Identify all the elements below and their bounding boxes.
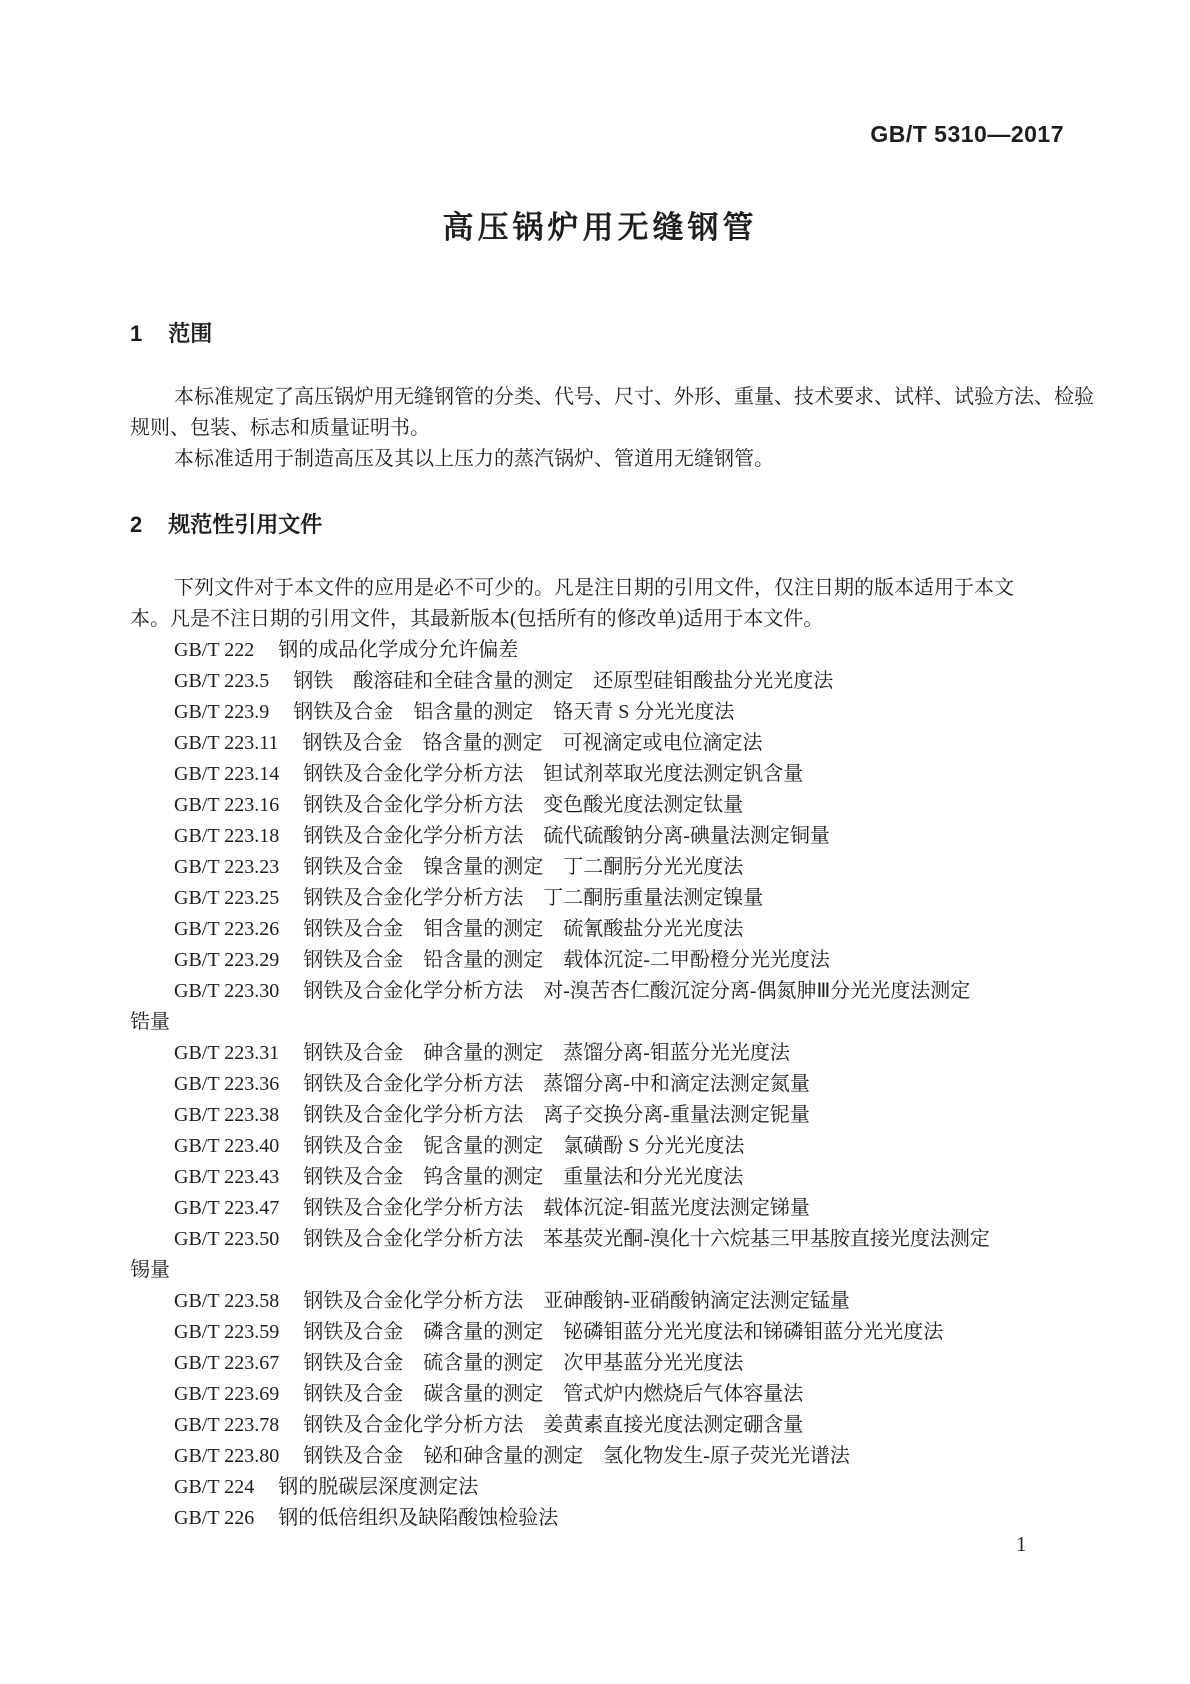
reference-item (130, 852, 1070, 883)
reference-title: 钢的低倍组织及缺陷酸蚀检验法 (278, 1507, 559, 1529)
reference-title: 钢铁及合金 硫含量的测定 次甲基蓝分光光度法 (303, 1352, 744, 1374)
reference-title: 钢铁及合金 铬含量的测定 可视滴定或电位滴定法 (302, 732, 763, 754)
reference-title: 钢铁及合金 铅含量的测定 载体沉淀-二甲酚橙分光光度法 (303, 949, 830, 971)
reference-item (130, 1503, 1070, 1534)
reference-title: 钢的脱碳层深度测定法 (278, 1476, 479, 1498)
reference-title: 钢的成品化学成分允许偏差 (278, 639, 519, 661)
section-2-number: 2 (130, 512, 143, 537)
reference-item (130, 635, 1070, 666)
reference-code: GB/T 223.29 (174, 949, 280, 971)
reference-item (130, 1162, 1070, 1193)
reference-title: 钢铁及合金 镍含量的测定 丁二酮肟分光光度法 (303, 856, 744, 878)
reference-code: GB/T 226 (174, 1507, 255, 1529)
reference-code: GB/T 223.16 (174, 794, 280, 816)
reference-code: GB/T 223.36 (174, 1073, 280, 1095)
reference-item (130, 883, 1070, 914)
section-1-number: 1 (130, 321, 143, 346)
reference-code: GB/T 223.78 (174, 1414, 280, 1436)
reference-title: 钢铁及合金 铝含量的测定 铬天青 S 分光光度法 (293, 701, 735, 723)
reference-item (130, 1379, 1070, 1410)
reference-continuation: 锡量 (130, 1259, 170, 1281)
reference-item (130, 976, 1070, 1007)
reference-title: 钢铁及合金 钼含量的测定 硫氰酸盐分光光度法 (303, 918, 744, 940)
reference-code: GB/T 223.18 (174, 825, 280, 847)
reference-code: GB/T 223.67 (174, 1352, 280, 1374)
page-number: 1 (1016, 1532, 1027, 1556)
scope-paragraph-1 (130, 382, 1094, 444)
section-2-title: 规范性引用文件 (168, 512, 323, 537)
reference-item (130, 1131, 1070, 1162)
section-1-heading (130, 320, 1070, 348)
reference-item (130, 1100, 1070, 1131)
reference-item (130, 728, 1070, 759)
reference-code: GB/T 223.14 (174, 763, 280, 785)
reference-code: GB/T 223.58 (174, 1290, 280, 1312)
reference-item (130, 697, 1070, 728)
standard-number: GB/T 5310—2017 (870, 121, 1064, 147)
reference-code: GB/T 223.38 (174, 1104, 280, 1126)
reference-item (130, 1224, 1070, 1255)
paragraph-line: 下列文件对于本文件的应用是必不可少的。凡是注日期的引用文件，仅注日期的版本适用于本文 (174, 577, 1014, 599)
reference-item (130, 1410, 1070, 1441)
reference-item (130, 1069, 1070, 1100)
reference-title: 钢铁及合金 砷含量的测定 蒸馏分离-钼蓝分光光度法 (303, 1042, 790, 1064)
reference-code: GB/T 223.30 (174, 980, 280, 1002)
reference-item (130, 759, 1070, 790)
reference-item (130, 666, 1070, 697)
reference-code: GB/T 223.5 (174, 670, 270, 692)
reference-code: GB/T 223.59 (174, 1321, 280, 1343)
reference-item (130, 1472, 1070, 1503)
reference-title: 钢铁及合金 磷含量的测定 铋磷钼蓝分光光度法和锑磷钼蓝分光光度法 (303, 1321, 944, 1343)
reference-code: GB/T 223.50 (174, 1228, 280, 1250)
reference-item (130, 914, 1070, 945)
reference-code: GB/T 223.47 (174, 1197, 280, 1219)
section-2-heading (130, 511, 1070, 539)
reference-title: 钢铁及合金 钨含量的测定 重量法和分光光度法 (303, 1166, 744, 1188)
reference-title: 钢铁及合金化学分析方法 载体沉淀-钼蓝光度法测定锑量 (303, 1197, 810, 1219)
reference-code: GB/T 223.43 (174, 1166, 280, 1188)
reference-item (130, 1286, 1070, 1317)
reference-item (130, 821, 1070, 852)
reference-title: 钢铁及合金化学分析方法 离子交换分离-重量法测定铌量 (303, 1104, 810, 1126)
reference-item (130, 790, 1070, 821)
reference-code: GB/T 222 (174, 639, 255, 661)
reference-code: GB/T 223.31 (174, 1042, 280, 1064)
references-intro (130, 573, 1070, 635)
scope-paragraph-2 (130, 444, 1070, 475)
reference-title: 钢铁及合金 铌含量的测定 氯磺酚 S 分光光度法 (303, 1135, 745, 1157)
normative-references-list (130, 635, 1070, 1534)
reference-title: 钢铁及合金化学分析方法 丁二酮肟重量法测定镍量 (303, 887, 764, 909)
reference-code: GB/T 223.11 (174, 732, 279, 754)
reference-code: GB/T 223.26 (174, 918, 280, 940)
document-content (130, 0, 1094, 1534)
reference-continuation: 锆量 (130, 1011, 170, 1033)
reference-item (130, 1038, 1070, 1069)
reference-title: 钢铁及合金化学分析方法 蒸馏分离-中和滴定法测定氮量 (303, 1073, 810, 1095)
reference-code: GB/T 223.80 (174, 1445, 280, 1467)
reference-item (130, 1193, 1070, 1224)
reference-code: GB/T 224 (174, 1476, 255, 1498)
reference-code: GB/T 223.9 (174, 701, 270, 723)
reference-title: 钢铁及合金 碳含量的测定 管式炉内燃烧后气体容量法 (303, 1383, 804, 1405)
reference-title: 钢铁及合金化学分析方法 亚砷酸钠-亚硝酸钠滴定法测定锰量 (303, 1290, 850, 1312)
paragraph-line: 本标准适用于制造高压及其以上压力的蒸汽锅炉、管道用无缝钢管。 (174, 448, 774, 470)
reference-item (130, 1441, 1070, 1472)
reference-code: GB/T 223.23 (174, 856, 280, 878)
reference-code: GB/T 223.69 (174, 1383, 280, 1405)
reference-title: 钢铁及合金化学分析方法 对-溴苦杏仁酸沉淀分离-偶氮胂Ⅲ分光光度法测定 (303, 980, 971, 1002)
reference-title: 钢铁 酸溶硅和全硅含量的测定 还原型硅钼酸盐分光光度法 (293, 670, 834, 692)
reference-title: 钢铁及合金化学分析方法 姜黄素直接光度法测定硼含量 (303, 1414, 804, 1436)
reference-code: GB/T 223.25 (174, 887, 280, 909)
document-title: 高压锅炉用无缝钢管 (442, 210, 758, 245)
reference-title: 钢铁及合金化学分析方法 硫代硫酸钠分离-碘量法测定铜量 (303, 825, 830, 847)
reference-title: 钢铁及合金化学分析方法 钽试剂萃取光度法测定钒含量 (303, 763, 804, 785)
reference-title: 钢铁及合金化学分析方法 苯基荧光酮-溴化十六烷基三甲基胺直接光度法测定 (303, 1228, 990, 1250)
reference-title: 钢铁及合金化学分析方法 变色酸光度法测定钛量 (303, 794, 744, 816)
reference-item (130, 1348, 1070, 1379)
paragraph-line: 本标准规定了高压锅炉用无缝钢管的分类、代号、尺寸、外形、重量、技术要求、试样、试验方法、检验 (174, 386, 1094, 408)
document-header (130, 122, 1070, 146)
reference-item (130, 945, 1070, 976)
reference-title: 钢铁及合金 铋和砷含量的测定 氢化物发生-原子荧光光谱法 (303, 1445, 850, 1467)
reference-item (130, 1317, 1070, 1348)
section-1-title: 范围 (168, 321, 213, 346)
paragraph-line: 规则、包装、标志和质量证明书。 (130, 417, 430, 439)
reference-code: GB/T 223.40 (174, 1135, 280, 1157)
paragraph-line: 本。凡是不注日期的引用文件，其最新版本(包括所有的修改单)适用于本文件。 (130, 608, 824, 630)
